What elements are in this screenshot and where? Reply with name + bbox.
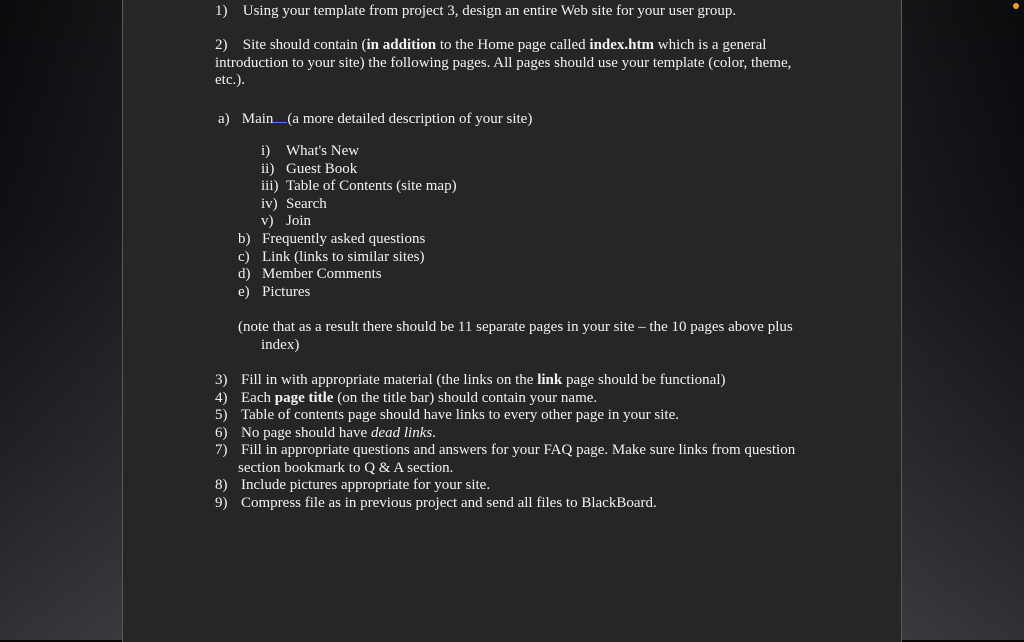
item-9 [215, 495, 657, 512]
item-9-text: Compress file as in previous project and send all files to BlackBoard. [241, 495, 657, 511]
sub-item-number: iv) [261, 196, 278, 212]
item-7-line-2: section bookmark to Q & A section. [238, 460, 454, 476]
item-2-text-a: Site should contain ( [242, 37, 367, 53]
sub-item-text: Guest Book [286, 161, 358, 177]
item-2-line-2: introduction to your site) the following pages. All pages should use your template (color, theme, [215, 55, 792, 71]
sub-item-number: i) [261, 143, 271, 159]
item-3-text-a: Fill in with appropriate material (the links on the [241, 372, 538, 388]
item-4 [215, 390, 597, 407]
letter-item-letter: e) [238, 284, 250, 300]
sub-item-number: ii) [261, 161, 275, 177]
sub-item [261, 213, 311, 230]
item-6-text-dead-links: dead links [370, 425, 433, 441]
sub-item-text: What's New [286, 143, 360, 159]
item-2-text-index: index.htm [589, 37, 654, 53]
item-4-number: 4) [215, 390, 228, 406]
main-link-underline [273, 108, 287, 123]
item-2-line-1 [215, 37, 766, 54]
item-5 [215, 407, 679, 424]
sub-item [261, 178, 457, 195]
status-indicator-dot [1013, 3, 1019, 9]
item-7-line-1 [215, 442, 795, 459]
letter-item-letter: d) [238, 266, 251, 282]
sub-item-number: v) [261, 213, 274, 229]
item-6 [215, 425, 436, 442]
item-5-number: 5) [215, 407, 228, 423]
letter-item-text: Frequently asked questions [262, 231, 426, 247]
item-main-letter: a) [218, 111, 230, 127]
item-8-text: Include pictures appropriate for your site. [241, 477, 491, 493]
note-line-2: index) [261, 337, 300, 353]
item-main-desc: (a more detailed description of your site) [287, 111, 533, 127]
letter-item-text: Link (links to similar sites) [262, 249, 425, 265]
item-9-number: 9) [215, 495, 228, 511]
letter-item [238, 266, 382, 283]
letter-item [238, 249, 425, 266]
document-page [122, 0, 902, 642]
item-5-text: Table of contents page should have links to every other page in your site. [241, 407, 679, 423]
item-main-label: Main [241, 111, 274, 127]
item-3-text-link: link [537, 372, 563, 388]
item-3 [215, 372, 726, 389]
left-backdrop [0, 0, 122, 640]
item-4-text-c: (on the title bar) should contain your name. [333, 390, 598, 406]
item-6-text-a: No page should have [241, 425, 371, 441]
item-4-text-page-title: page title [274, 390, 334, 406]
item-7-number: 7) [215, 442, 228, 458]
sub-item [261, 143, 359, 160]
item-7-text-line-1: Fill in appropriate questions and answers for your FAQ page. Make sure links from question [241, 442, 796, 458]
letter-item [238, 284, 310, 301]
item-2-text-c: to the Home page called [436, 37, 590, 53]
sub-item-text: Join [286, 213, 312, 229]
item-2-number: 2) [215, 37, 228, 53]
item-8 [215, 477, 490, 494]
sub-item [261, 196, 327, 213]
item-3-number: 3) [215, 372, 228, 388]
note-line-1: (note that as a result there should be 11 separate pages in your site – the 10 pages above plus [238, 319, 793, 335]
item-1-text: Using your template from project 3, design an entire Web site for your user group. [242, 3, 737, 19]
sub-item-number: iii) [261, 178, 279, 194]
letter-item-text: Member Comments [262, 266, 382, 282]
item-2-text-e: which is a general [654, 37, 767, 53]
item-main [218, 108, 532, 128]
letter-item-text: Pictures [262, 284, 311, 300]
item-2-line-3: etc.). [215, 72, 245, 88]
sub-item-text: Search [286, 196, 327, 212]
item-6-text-c: . [432, 425, 436, 441]
letter-item-letter: b) [238, 231, 251, 247]
item-2-text-in-addition: in addition [366, 37, 437, 53]
item-1 [215, 3, 736, 20]
letter-item-letter: c) [238, 249, 250, 265]
item-4-text-a: Each [241, 390, 275, 406]
item-1-number: 1) [215, 3, 228, 19]
sub-item-text: Table of Contents (site map) [286, 178, 457, 194]
sub-item [261, 161, 357, 178]
item-6-number: 6) [215, 425, 228, 441]
letter-item [238, 231, 425, 248]
right-backdrop [902, 0, 1024, 640]
item-8-number: 8) [215, 477, 228, 493]
item-3-text-c: page should be functional) [562, 372, 726, 388]
